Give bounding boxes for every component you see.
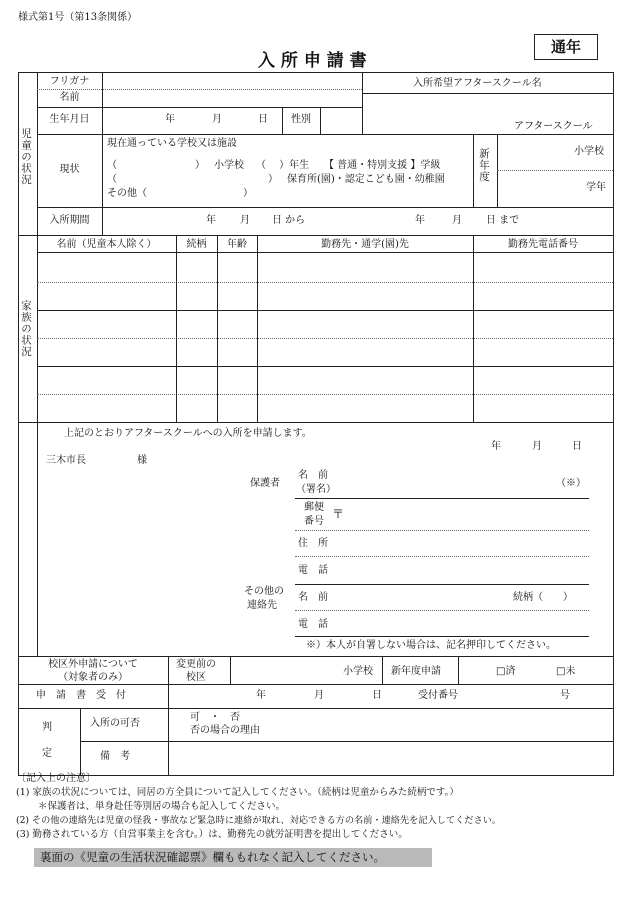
reminder-banner-text: 裏面の《児童の生活状況確認票》欄ももれなく記入してください。 xyxy=(40,850,385,864)
period-until: 日 まで xyxy=(486,215,520,226)
paren-close: ） xyxy=(195,160,205,171)
row-line xyxy=(37,134,613,135)
guardian-name-label: 名 前 xyxy=(298,470,328,481)
receipt-label: 申 請 書 受 付 xyxy=(36,690,126,701)
status-label: 現状 xyxy=(59,164,80,175)
paren-open: （ xyxy=(107,160,117,171)
receipt-number-suffix: 号 xyxy=(560,690,570,701)
section-divider xyxy=(18,422,614,423)
addressee-honorific: 様 xyxy=(137,455,147,466)
previous-district-label-2: 校区 xyxy=(186,672,206,683)
gender-col-right xyxy=(320,107,321,134)
table-bottom-border xyxy=(18,775,614,776)
period-year-end: 年 xyxy=(415,215,425,226)
family-header-name: 名前（児童本人除く） xyxy=(56,239,157,250)
phone-label: 電 話 xyxy=(298,565,328,576)
family-col xyxy=(473,235,474,422)
new-year-application-label: 新年度申請 xyxy=(391,666,441,677)
receipt-month: 月 xyxy=(314,690,324,701)
other-phone-line xyxy=(295,636,589,637)
bottom-row-line xyxy=(18,708,614,709)
reason-label: 否の場合の理由 xyxy=(190,725,260,736)
period-month: 月 xyxy=(240,215,250,226)
child-section-label: 児童の状況 xyxy=(20,128,32,186)
period-label: 入所期間 xyxy=(49,215,90,226)
done-checkbox[interactable]: □済 xyxy=(496,666,516,677)
guardian-name-line xyxy=(295,498,589,499)
elementary-suffix: 小学校 xyxy=(574,146,604,157)
furigana-divider xyxy=(37,89,362,90)
family-row-line xyxy=(37,394,613,395)
signature-asterisk: （※） xyxy=(556,478,586,489)
family-row-line xyxy=(37,310,613,311)
postal-label: 郵便 xyxy=(304,502,324,513)
dob-year: 年 xyxy=(165,114,175,125)
previous-elementary: 小学校 xyxy=(343,666,373,677)
grade-suffix: 学年 xyxy=(586,182,606,193)
application-statement: 上記のとおりアフタースクールへの入所を申請します。 xyxy=(64,428,312,439)
class-type-label: 【 普通・特別支援 】学級 xyxy=(324,160,441,171)
other-contact-name-label: 名 前 xyxy=(298,592,328,603)
relation-label: 続柄（ ） xyxy=(513,592,573,603)
receipt-number-label: 受付番号 xyxy=(418,690,458,701)
row-line xyxy=(37,207,613,208)
outside-district-label: 校区外申請について xyxy=(48,659,138,670)
family-header-relation: 続柄 xyxy=(186,239,207,250)
bottom-col xyxy=(382,656,383,684)
bottom-col xyxy=(230,656,231,684)
family-row-line xyxy=(37,366,613,367)
judgment-row-line xyxy=(80,741,613,742)
receipt-year: 年 xyxy=(256,690,266,701)
address-line xyxy=(295,556,589,557)
furigana-label: フリガナ xyxy=(49,76,90,87)
family-col xyxy=(257,235,258,422)
type-badge: 通年 xyxy=(534,34,598,60)
bottom-col xyxy=(168,684,169,708)
note-2: (2) その他の連絡先は児童の怪我・事故など緊急時に連絡が取れ、対応できる方の名前・連絡先を記入してください。 xyxy=(16,815,502,826)
family-header-phone: 勤務先電話番号 xyxy=(508,239,578,250)
address-label: 住 所 xyxy=(298,538,328,549)
judgment-label: 判 xyxy=(42,722,52,733)
postal-mark: 〒 xyxy=(332,507,345,521)
grade-paren: （ ）年生 xyxy=(256,160,310,171)
date-day: 日 xyxy=(572,441,582,452)
label-col-divider xyxy=(102,72,103,235)
gender-label: 性別 xyxy=(291,114,311,125)
other-contact-label-2: 連絡先 xyxy=(247,600,277,611)
page-title: 入 所 申 請 書 xyxy=(258,51,367,71)
note-1b: ＊保護者は、単身赴任等別居の場合も記入してください。 xyxy=(38,801,286,812)
desired-school-col xyxy=(362,72,363,134)
family-header-age: 年齢 xyxy=(227,239,247,250)
other-name-line xyxy=(295,610,589,611)
dob-day: 日 xyxy=(258,114,268,125)
paren-close: ） xyxy=(268,174,278,185)
bottom-col xyxy=(168,656,169,684)
family-section-label: 家族の状況 xyxy=(20,300,32,358)
period-month-end: 月 xyxy=(452,215,462,226)
afterschool-suffix: アフタースクール xyxy=(514,121,593,132)
addressee: 三木市長 xyxy=(46,455,86,466)
nursery-label: 保育所(園)・認定こども園・幼稚園 xyxy=(287,174,445,185)
section-divider xyxy=(18,235,614,236)
postal-label-2: 番号 xyxy=(304,516,324,527)
guardian-label: 保護者 xyxy=(250,478,280,489)
period-year: 年 xyxy=(206,215,216,226)
date-month: 月 xyxy=(532,441,542,452)
paren-open: （ xyxy=(107,174,117,185)
new-year-label: 新年度 xyxy=(478,148,490,183)
form-number: 様式第1号（第13条関係） xyxy=(18,12,138,23)
table-top-border xyxy=(18,72,614,73)
elementary-label: 小学校 xyxy=(214,160,244,171)
reminder-banner xyxy=(34,848,432,867)
desired-school-header-line xyxy=(362,93,613,94)
self-signature-note: ※）本人が自署しない場合は、記名押印してください。 xyxy=(306,640,556,651)
date-year: 年 xyxy=(491,441,501,452)
other-label: その他（ xyxy=(107,188,147,199)
name-label: 名前 xyxy=(59,92,80,103)
desired-school-header: 入所希望アフタースクール名 xyxy=(413,78,542,89)
remarks-label: 備 考 xyxy=(100,751,130,762)
other-contact-label: その他の xyxy=(244,586,284,597)
outside-district-sub: （対象者のみ） xyxy=(58,672,128,683)
other-phone-label: 電 話 xyxy=(298,619,328,630)
current-school-label: 現在通っている学校又は施設 xyxy=(107,138,237,149)
bottom-divider xyxy=(18,656,614,657)
bottom-col xyxy=(458,656,459,684)
family-col xyxy=(176,235,177,422)
family-col xyxy=(217,235,218,422)
family-row-line xyxy=(37,282,613,283)
note-3: (3) 勤務されている方（自営事業主を含む。）は、勤務先の就労証明書を提出してください。 xyxy=(16,829,408,840)
paren-close: ） xyxy=(243,188,253,199)
new-year-divider xyxy=(497,170,613,171)
dob-label: 生年月日 xyxy=(49,114,90,125)
receipt-day: 日 xyxy=(372,690,382,701)
family-header-line xyxy=(37,252,613,253)
period-from: 日 から xyxy=(272,215,306,226)
table-right-border xyxy=(613,72,614,775)
postal-line xyxy=(295,530,589,531)
not-yet-checkbox[interactable]: □未 xyxy=(556,666,576,677)
section-label-divider xyxy=(37,72,38,656)
previous-district-label: 変更前の xyxy=(176,659,216,670)
dob-month: 月 xyxy=(212,114,222,125)
approve-reject: 可 ・ 否 xyxy=(190,712,240,723)
note-1: (1) 家族の状況については、同居の方全員について記入してください。（続柄は児童からみた続柄です。） xyxy=(16,787,459,798)
phone-line xyxy=(295,584,589,585)
bottom-row-line xyxy=(18,684,614,685)
new-year-col-left xyxy=(473,134,474,207)
admission-label: 入所の可否 xyxy=(90,718,140,729)
row-line xyxy=(37,107,362,108)
signature-label: （署名） xyxy=(296,484,336,495)
family-header-workplace: 勤務先・通学(園)先 xyxy=(321,239,409,250)
notes-heading: 〔記入上の注意〕 xyxy=(16,773,96,784)
family-row-line xyxy=(37,338,613,339)
judgment-label-2: 定 xyxy=(42,748,52,759)
